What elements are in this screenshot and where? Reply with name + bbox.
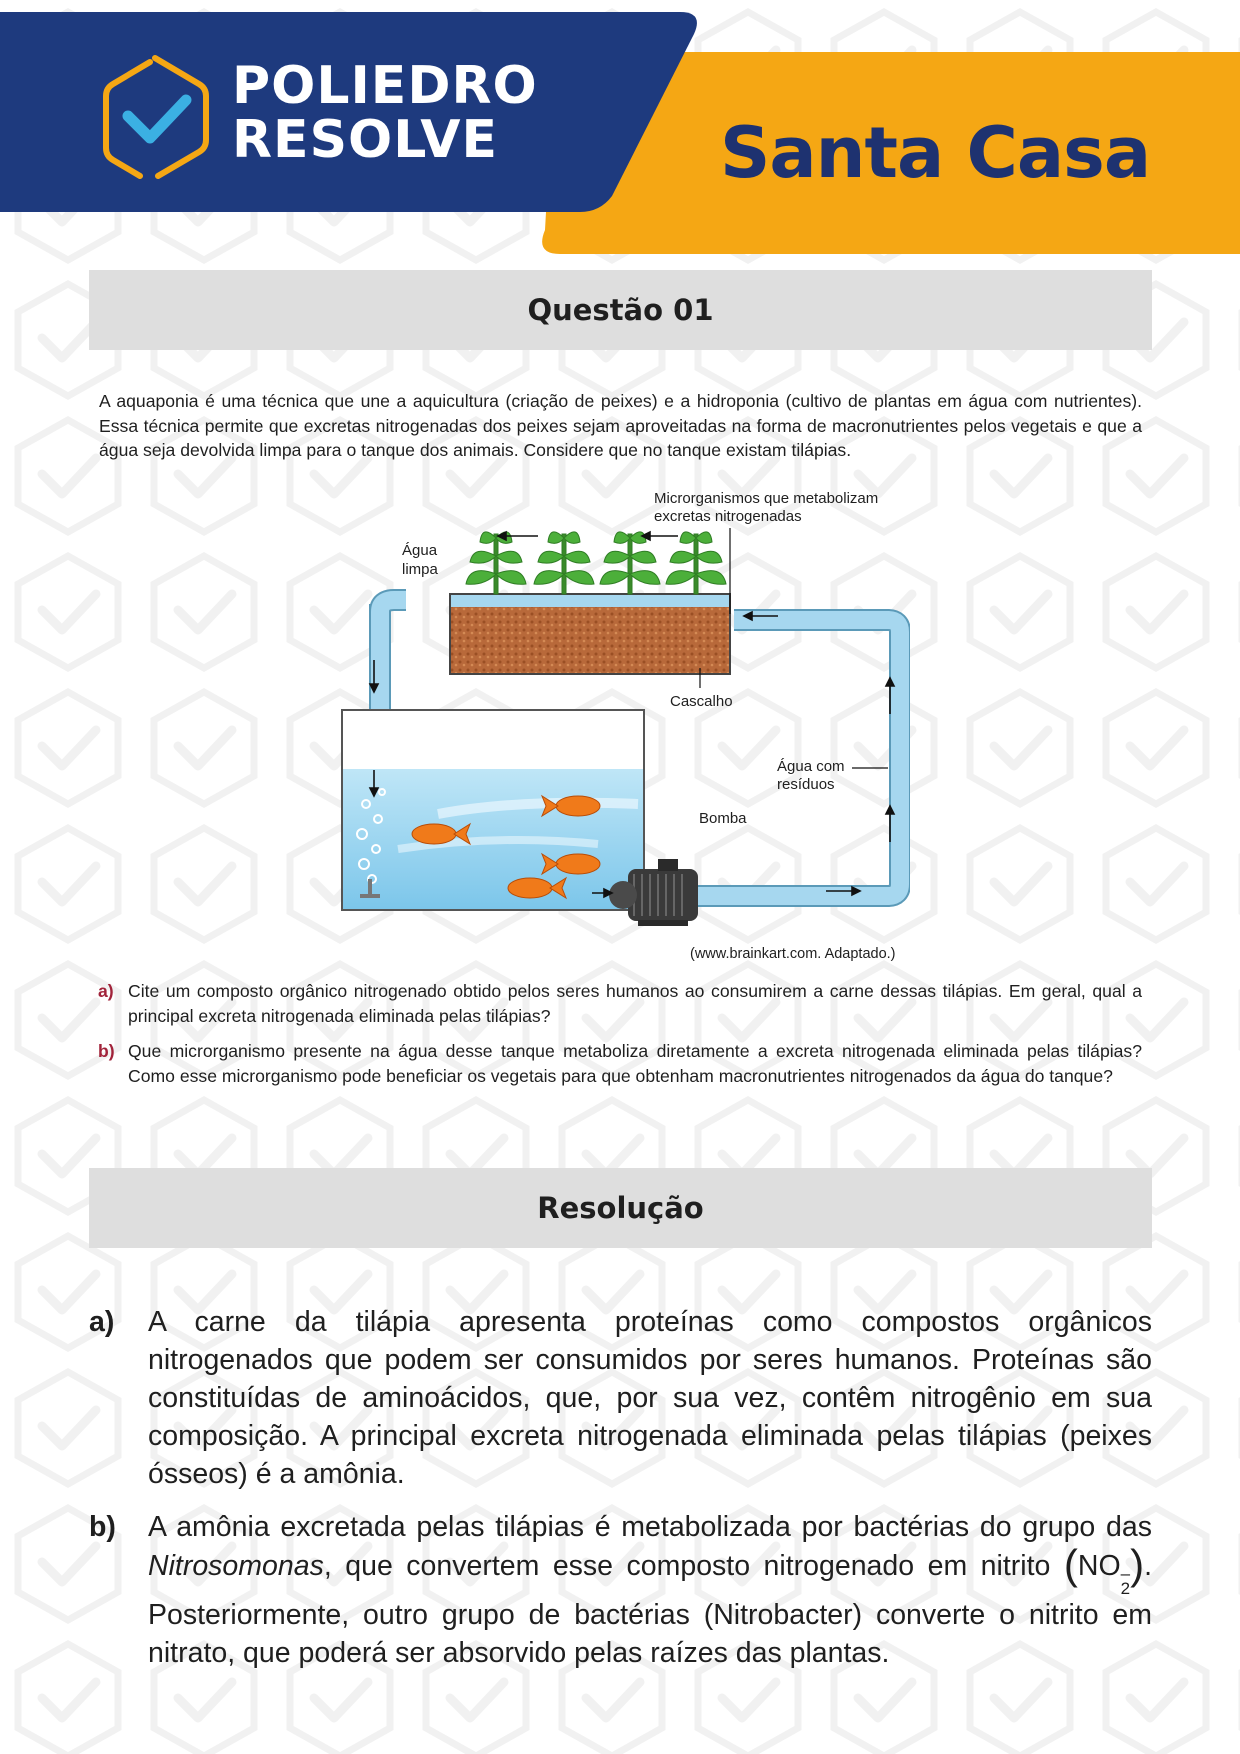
label-gravel: Cascalho — [670, 693, 733, 710]
answer-b-part3: . Posteriormente, outro grupo de bactérias (Nitrobacter) converte o nitrito em nitrato, que poderá ser absorvido pelas raízes das plantas. — [148, 1550, 1152, 1669]
answer-b-part2: , que convertem esse composto nitrogenado em nitrito — [323, 1550, 1064, 1582]
answer-b-part1: A amônia excretada pelas tilápias é metabolizada por bactérias do grupo das — [148, 1511, 1152, 1543]
item-marker: a) — [98, 981, 114, 1001]
exam-name: Santa Casa — [720, 112, 1151, 194]
label-clean-water-1: Água — [402, 542, 438, 559]
resolution-title: Resolução — [89, 1168, 1152, 1248]
answer-text: A carne da tilápia apresenta proteínas como compostos orgânicos nitrogenados que podem ser consumidos por seres humanos. Proteínas são constituídas de aminoácidos, que, por sua vez, contêm nitrogênio em sua composição. A principal excreta nitrogenada eliminada pelas tilápias (peixes ósseos) é a amônia. — [148, 1306, 1152, 1490]
nitrite-formula: (NO – 2 ) — [1063, 1541, 1145, 1598]
item-text: Cite um composto orgânico nitrogenado obtido pelos seres humanos ao consumirem a carne dessas tilápias. Em geral, qual a principal excreta nitrogenada eliminada pelas tilápias? — [128, 981, 1142, 1026]
label-microorganisms-1: Microrganismos que metabolizam — [654, 490, 879, 507]
question-title: Questão 01 — [89, 270, 1152, 350]
answer-text — [148, 1508, 1152, 1672]
label-pump: Bomba — [699, 810, 747, 827]
answer-marker: a) — [89, 1306, 115, 1338]
question-item-a — [98, 979, 1142, 1028]
question-item-b — [98, 1039, 1142, 1088]
question-intro: A aquaponia é uma técnica que une a aquicultura (criação de peixes) e a hidroponia (cultivo de plantas em água com nutrientes). Essa técnica permite que excretas nitrogenadas dos peixes sejam aproveitadas na forma de macronutrientes pelos vegetais e que a água seja devolvida limpa para o tanque dos animais. Considere que no tanque existam tilápias. — [99, 391, 1142, 460]
brand-name-line1: POLIEDRO — [232, 56, 538, 116]
answer-b — [89, 1508, 1152, 1672]
answer-b-genus: Nitrosomonas — [148, 1550, 324, 1582]
answer-a — [89, 1303, 1152, 1493]
image-source: (www.brainkart.com. Adaptado.) — [690, 946, 896, 962]
label-clean-water-2: limpa — [402, 561, 438, 578]
item-text: Que microrganismo presente na água desse tanque metaboliza diretamente a excreta nitrogenada eliminada pelas tilápias? Como esse microrganismo pode beneficiar os vegetais para que obtenham macronutrientes nitrogenados da água do tanque? — [128, 1041, 1142, 1086]
label-waste-water-1: Água com — [777, 758, 845, 775]
label-microorganisms-2: excretas nitrogenadas — [654, 508, 802, 525]
label-waste-water-2: resíduos — [777, 776, 835, 793]
brand-name-line2: RESOLVE — [232, 110, 498, 170]
answer-marker: b) — [89, 1511, 116, 1543]
item-marker: b) — [98, 1041, 115, 1061]
